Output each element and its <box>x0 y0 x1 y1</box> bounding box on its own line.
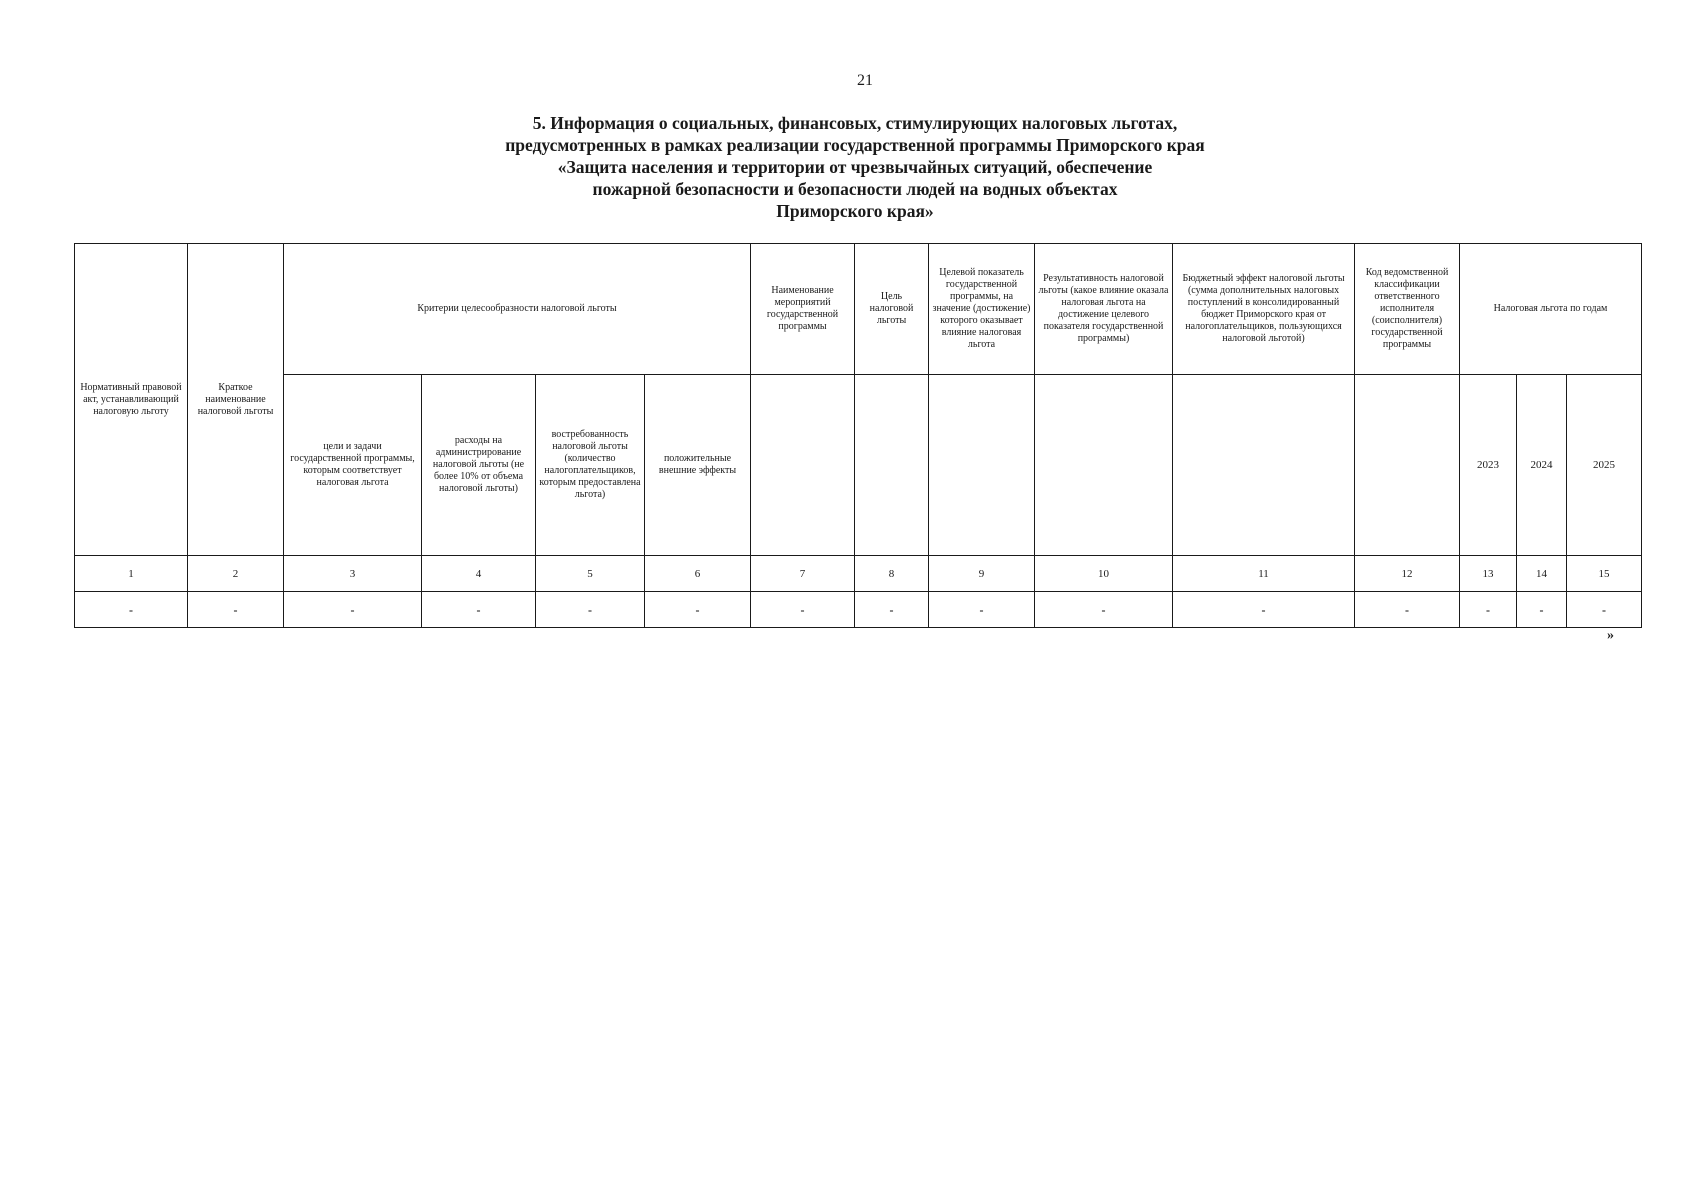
table-cell: - <box>1517 592 1567 628</box>
title-line: предусмотренных в рамках реализации государственной программы Приморского края <box>505 135 1205 155</box>
header-department-code: Код ведомственной классификации ответственного исполнителя (соисполнителя) государственной программы <box>1355 244 1460 375</box>
header-budget-effect: Бюджетный эффект налоговой льготы (сумма дополнительных налоговых поступлений в консолидированный бюджет Приморского края от налогоплательщиков, пользующихся налоговой льготой) <box>1173 244 1355 375</box>
column-number: 7 <box>751 556 855 592</box>
table-cell: - <box>422 592 536 628</box>
header-row-1 <box>75 244 1642 375</box>
header-criteria-goals: цели и задачи государственной программы, которым соответствует налоговая льгота <box>284 375 422 556</box>
table-cell: - <box>855 592 929 628</box>
header-empty-cell <box>1173 375 1355 556</box>
column-number-row <box>75 556 1642 592</box>
table-row <box>75 592 1642 628</box>
header-short-name: Краткое наименование налоговой льготы <box>188 244 284 556</box>
header-row-2 <box>75 375 1642 556</box>
column-number: 1 <box>75 556 188 592</box>
title-line: 5. Информация о социальных, финансовых, стимулирующих налоговых льготах, <box>532 113 1178 133</box>
column-number: 10 <box>1035 556 1173 592</box>
header-criteria-effects: положительные внешние эффекты <box>645 375 751 556</box>
title-line: «Защита населения и территории от чрезвычайных ситуаций, обеспечение <box>557 157 1153 177</box>
column-number: 12 <box>1355 556 1460 592</box>
table-cell: - <box>284 592 422 628</box>
title-line: Приморского края» <box>776 201 934 221</box>
page-number: 21 <box>857 72 873 89</box>
header-empty-cell <box>855 375 929 556</box>
table-cell: - <box>1567 592 1642 628</box>
header-empty-cell <box>1035 375 1173 556</box>
column-number: 6 <box>645 556 751 592</box>
table-cell: - <box>75 592 188 628</box>
header-empty-cell <box>751 375 855 556</box>
table-cell: - <box>1460 592 1517 628</box>
column-number: 9 <box>929 556 1035 592</box>
header-effectiveness: Результативность налоговой льготы (какое влияние оказала налоговая льгота на достижение целевого показателя государственной программы) <box>1035 244 1173 375</box>
header-criteria-demand: востребованность налоговой льготы (количество налогоплательщиков, которым предоставлена льгота) <box>536 375 645 556</box>
header-target-indicator: Целевой показатель государственной программы, на значение (достижение) которого оказывает влияние налоговая льгота <box>929 244 1035 375</box>
tax-benefits-table <box>74 243 1642 628</box>
column-number: 3 <box>284 556 422 592</box>
header-empty-cell <box>929 375 1035 556</box>
column-number: 5 <box>536 556 645 592</box>
column-number: 8 <box>855 556 929 592</box>
document-title <box>330 112 1380 222</box>
header-year-2025: 2025 <box>1567 375 1642 556</box>
header-year-2023: 2023 <box>1460 375 1517 556</box>
table-cell: - <box>751 592 855 628</box>
header-criteria-group: Критерии целесообразности налоговой льготы <box>284 244 751 375</box>
table-cell: - <box>1173 592 1355 628</box>
header-empty-cell <box>1355 375 1460 556</box>
table-cell: - <box>1355 592 1460 628</box>
header-event-name: Наименование мероприятий государственной программы <box>751 244 855 375</box>
column-number: 11 <box>1173 556 1355 592</box>
header-goal: Цель налоговой льготы <box>855 244 929 375</box>
table-cell: - <box>536 592 645 628</box>
header-year-2024: 2024 <box>1517 375 1567 556</box>
table-cell: - <box>1035 592 1173 628</box>
header-normative-act: Нормативный правовой акт, устанавливающий налоговую льготу <box>75 244 188 556</box>
column-number: 4 <box>422 556 536 592</box>
column-number: 15 <box>1567 556 1642 592</box>
table-cell: - <box>645 592 751 628</box>
table-cell: - <box>188 592 284 628</box>
header-criteria-costs: расходы на администрирование налоговой льготы (не более 10% от объема налоговой льготы) <box>422 375 536 556</box>
column-number: 14 <box>1517 556 1567 592</box>
table-cell: - <box>929 592 1035 628</box>
closing-quote: » <box>1607 628 1614 643</box>
title-line: пожарной безопасности и безопасности людей на водных объектах <box>592 179 1118 199</box>
column-number: 13 <box>1460 556 1517 592</box>
header-benefit-by-years: Налоговая льгота по годам <box>1460 244 1642 375</box>
column-number: 2 <box>188 556 284 592</box>
